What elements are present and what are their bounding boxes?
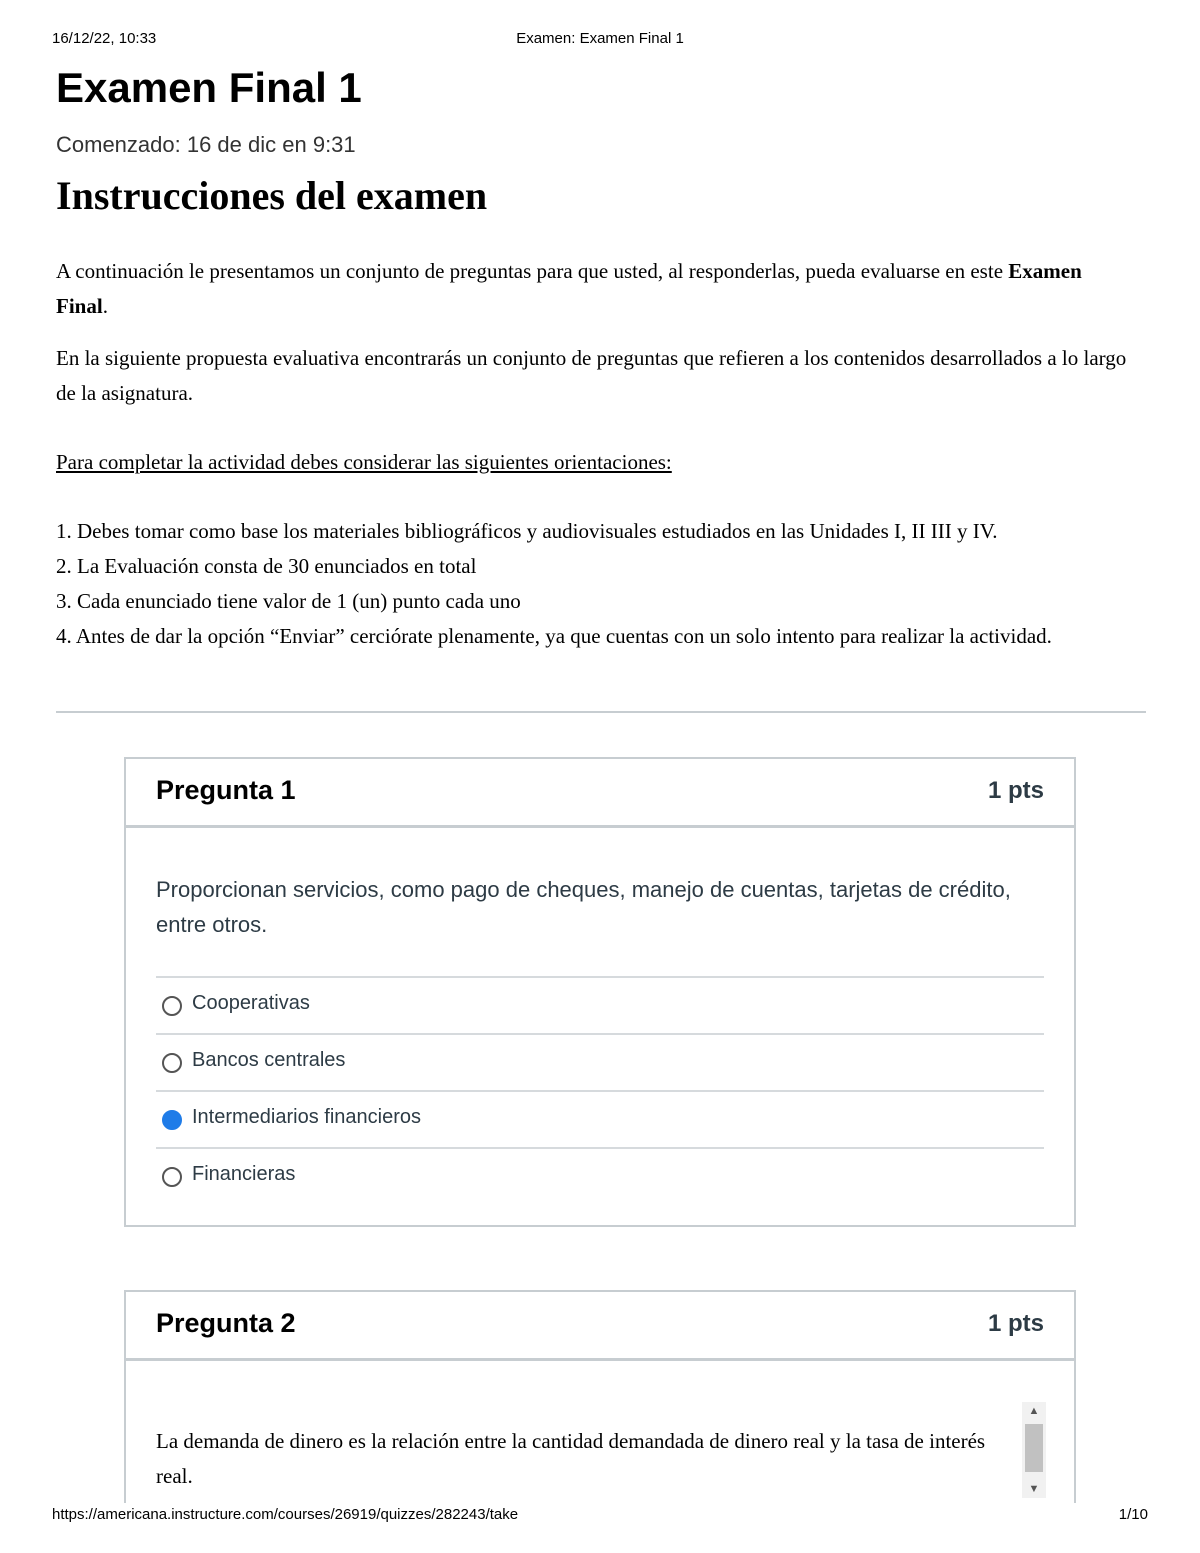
question-1 [124,757,1076,1227]
answer-list [156,976,1044,1204]
scrollbar[interactable] [1022,1402,1046,1498]
answer-label[interactable]: Financieras [192,1163,296,1185]
scroll-thumb[interactable] [1025,1424,1043,1472]
orientation-item: 2. La Evaluación consta de 30 enunciados en total [56,554,477,578]
answer-label[interactable]: Bancos centrales [192,1049,346,1071]
answer-option-intermediarios-financieros[interactable] [156,1090,1044,1147]
orientation-item: 4. Antes de dar la opción “Enviar” cerciórate plenamente, ya que cuentas con un solo intento para realizar la actividad. [56,624,1052,648]
radio-button[interactable] [162,996,182,1016]
answer-option-financieras[interactable] [156,1147,1044,1204]
question-text: La demanda de dinero es la relación entre la cantidad demandada de dinero real y la tasa de interés real. [156,1429,986,1488]
question-name: Pregunta 2 [156,1308,296,1338]
page-url: https://americana.instructure.com/courses/26919/quizzes/282243/take [52,1506,519,1523]
question-points: 1 pts [987,777,1044,804]
question-text: Proporcionan servicios, como pago de cheques, manejo de cuentas, tarjetas de crédito, entre otros. [156,877,1011,937]
question-points: 1 pts [987,1310,1044,1337]
question-header [126,1292,1074,1361]
instructions-body [56,254,1136,654]
print-datetime: 16/12/22, 10:33 [52,30,157,47]
page-number: 1/10 [1118,1506,1148,1523]
divider [56,711,1146,713]
orientations-heading: Para completar la actividad debes considerar las siguientes orientaciones: [56,450,672,474]
quiz-title: Examen Final 1 [56,64,362,111]
radio-button[interactable] [162,1053,182,1073]
started-timestamp: Comenzado: 16 de dic en 9:31 [56,132,356,157]
print-header [52,30,1148,50]
question-header [126,759,1074,828]
scroll-down-arrow-icon[interactable]: ▼ [1028,1483,1040,1495]
answer-label[interactable]: Intermediarios financieros [192,1106,421,1128]
exam-name-bold: Examen Final [56,259,1082,318]
orientation-item: 3. Cada enunciado tiene valor de 1 (un) punto cada uno [56,589,521,613]
radio-button[interactable] [162,1167,182,1187]
answer-option-bancos-centrales[interactable] [156,1033,1044,1090]
answer-option-cooperativas[interactable] [156,976,1044,1033]
instructions-paragraph-1: A continuación le presentamos un conjunto de preguntas para que usted, al responderlas, pueda evaluarse en este Examen Final. [56,259,1082,318]
scroll-up-arrow-icon[interactable]: ▲ [1028,1405,1040,1417]
question-name: Pregunta 1 [156,775,296,805]
print-footer [52,1506,1148,1526]
instructions-paragraph-2: En la siguiente propuesta evaluativa encontrarás un conjunto de preguntas que refieren a los contenidos desarrollados a lo largo de la asignatura. [56,346,1127,405]
orientation-item: 1. Debes tomar como base los materiales bibliográficos y audiovisuales estudiados en las Unidades I, II III y IV. [56,519,998,543]
question-2 [124,1290,1076,1503]
radio-button-selected[interactable] [162,1110,182,1130]
answer-label[interactable]: Cooperativas [192,992,310,1014]
print-page-title: Examen: Examen Final 1 [516,30,684,47]
instructions-heading: Instrucciones del examen [56,173,488,218]
